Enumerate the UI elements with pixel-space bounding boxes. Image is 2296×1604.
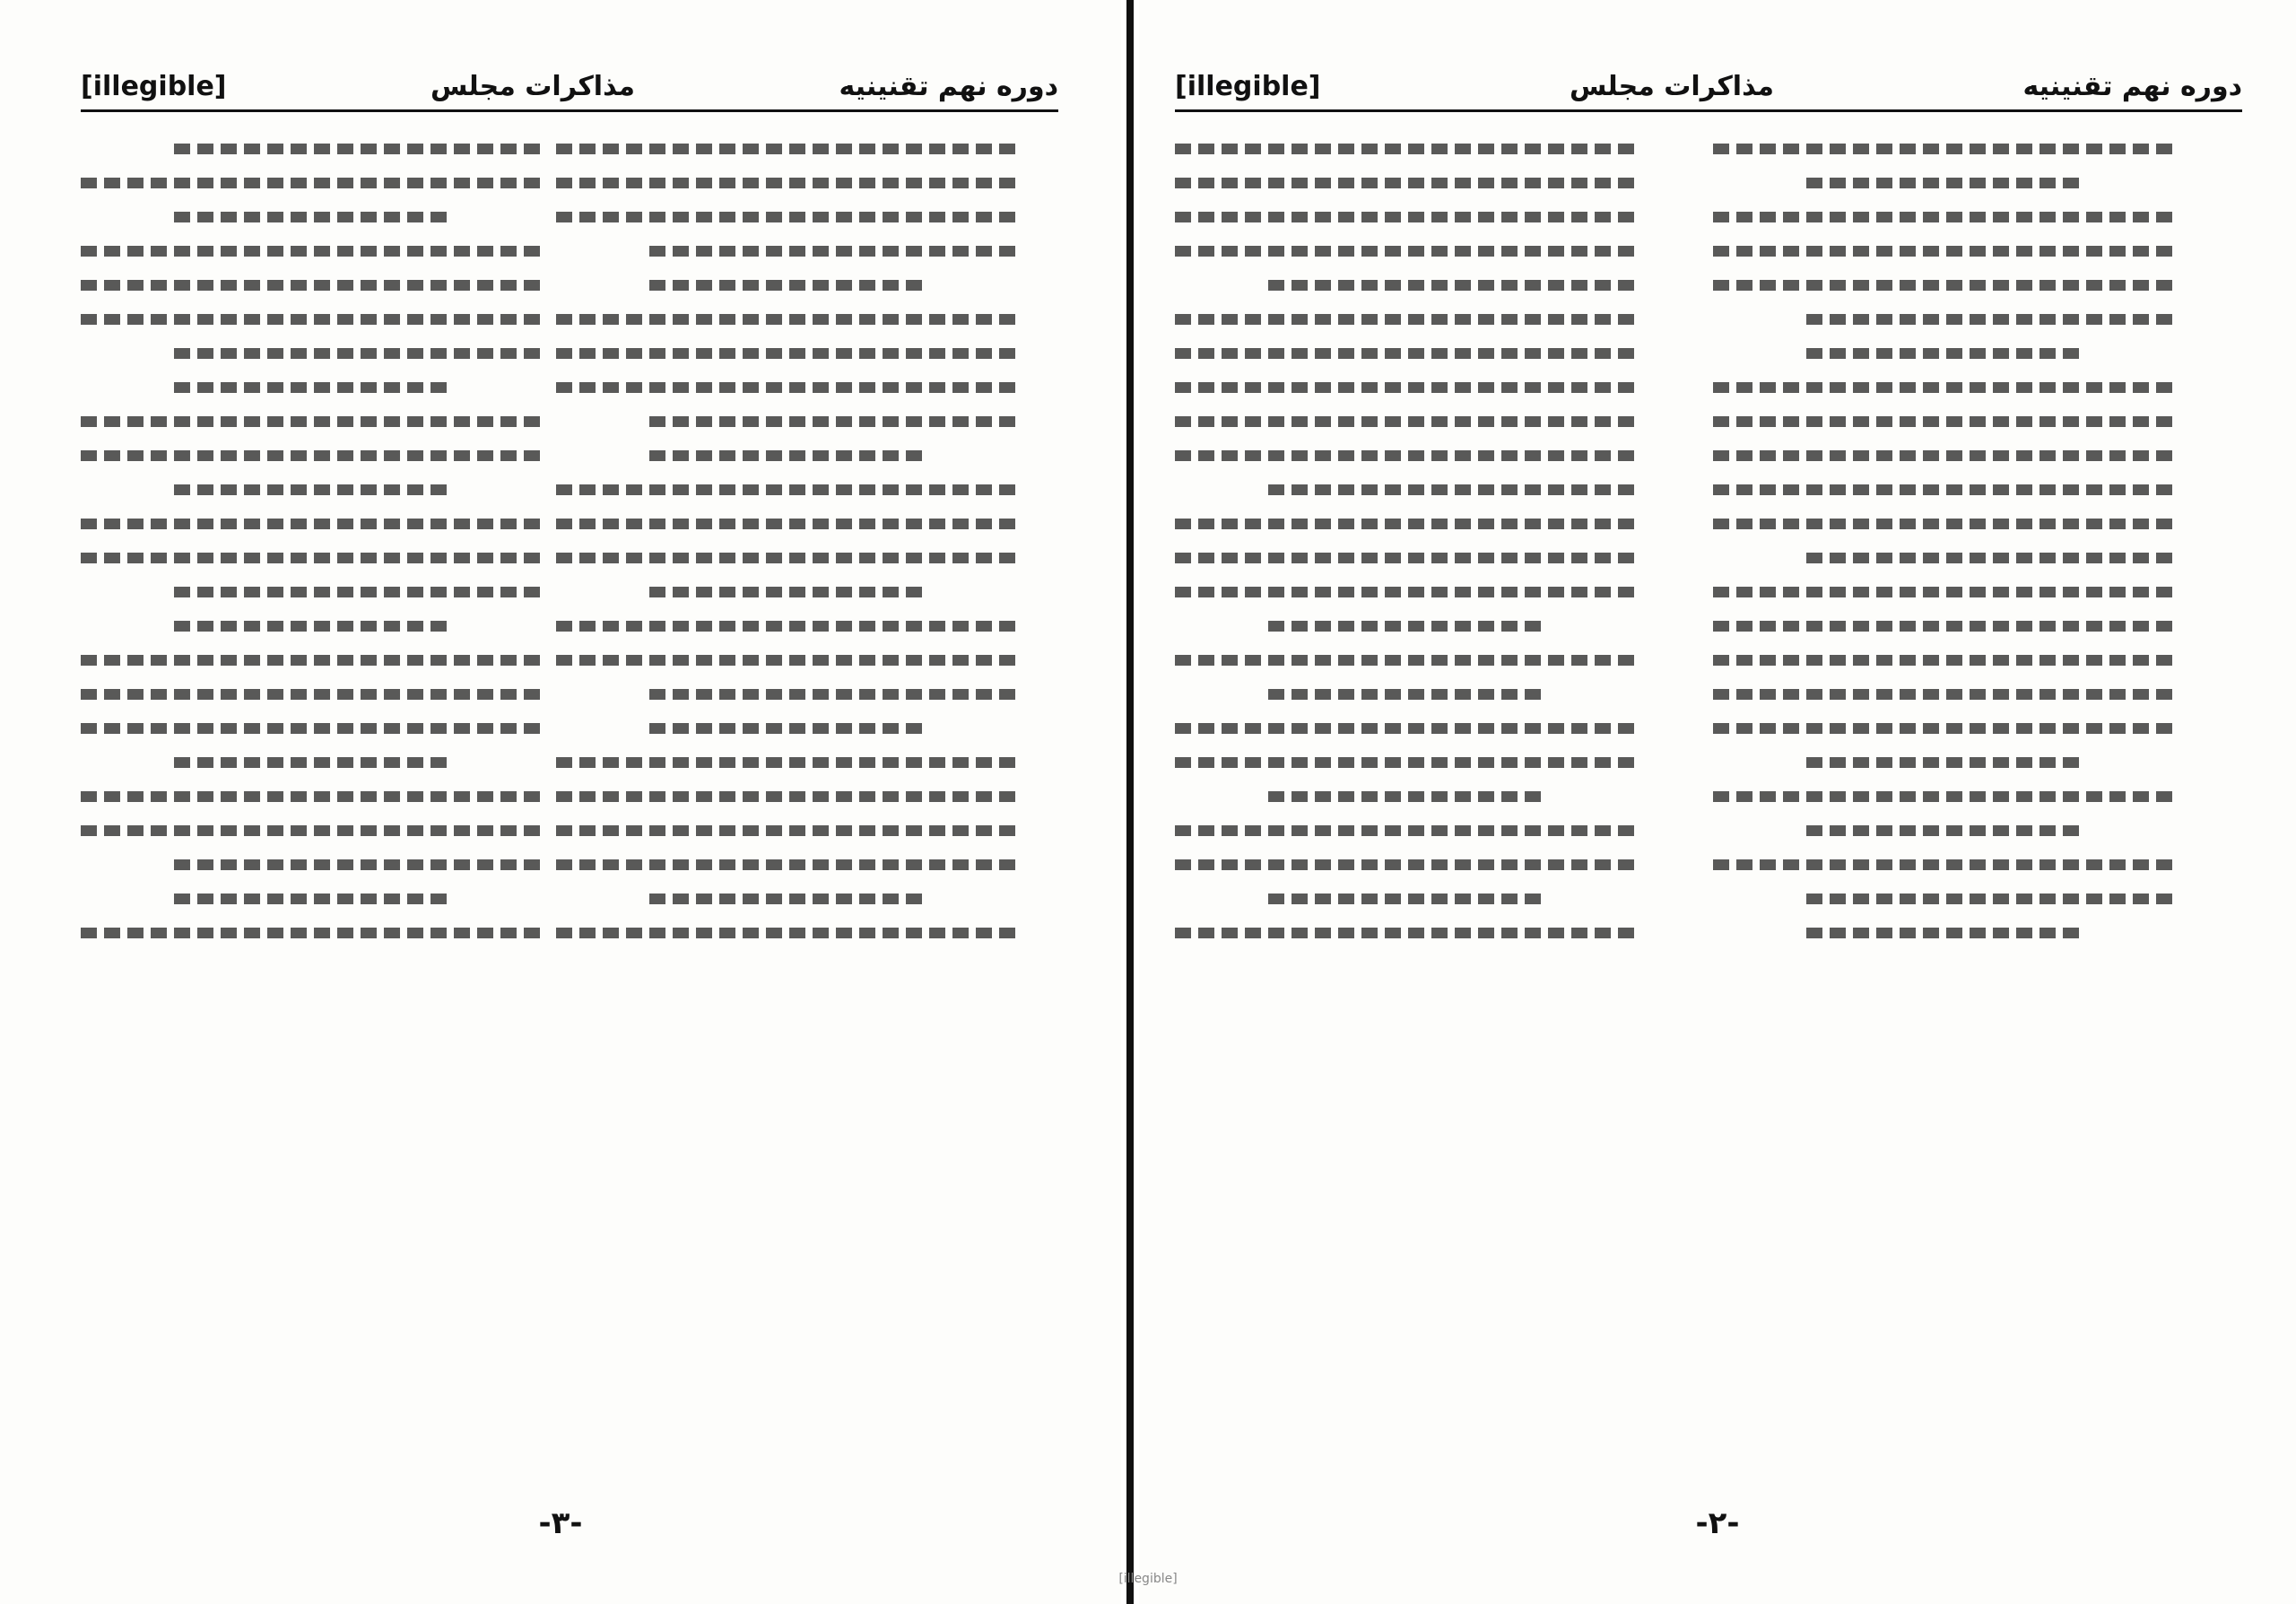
left-page-header [81, 65, 1058, 108]
header-rule [81, 109, 1058, 112]
page-number: -٣- [538, 1505, 583, 1541]
right-page-header [1175, 65, 2242, 108]
header-rule [1175, 109, 2242, 112]
text-column [1175, 126, 1641, 1487]
book-spine [1126, 0, 1134, 1604]
right-page [1139, 0, 2296, 1604]
right-header-left: [illegible] [1175, 70, 1321, 102]
right-header-right: دوره نهم تقنینیه [2022, 70, 2242, 102]
left-header-left: [illegible] [81, 70, 227, 102]
illegible-note: [illegible] [1118, 1572, 1178, 1586]
text-column [1713, 126, 2179, 1487]
left-page [0, 0, 1121, 1604]
text-column [556, 126, 1022, 1487]
left-header-right: دوره نهم تقنینیه [839, 70, 1058, 102]
left-header-center: مذاکرات مجلس [430, 70, 635, 102]
page-number: -٢- [1695, 1505, 1740, 1541]
text-column [81, 126, 547, 1487]
right-header-center: مذاکرات مجلس [1569, 70, 1774, 102]
